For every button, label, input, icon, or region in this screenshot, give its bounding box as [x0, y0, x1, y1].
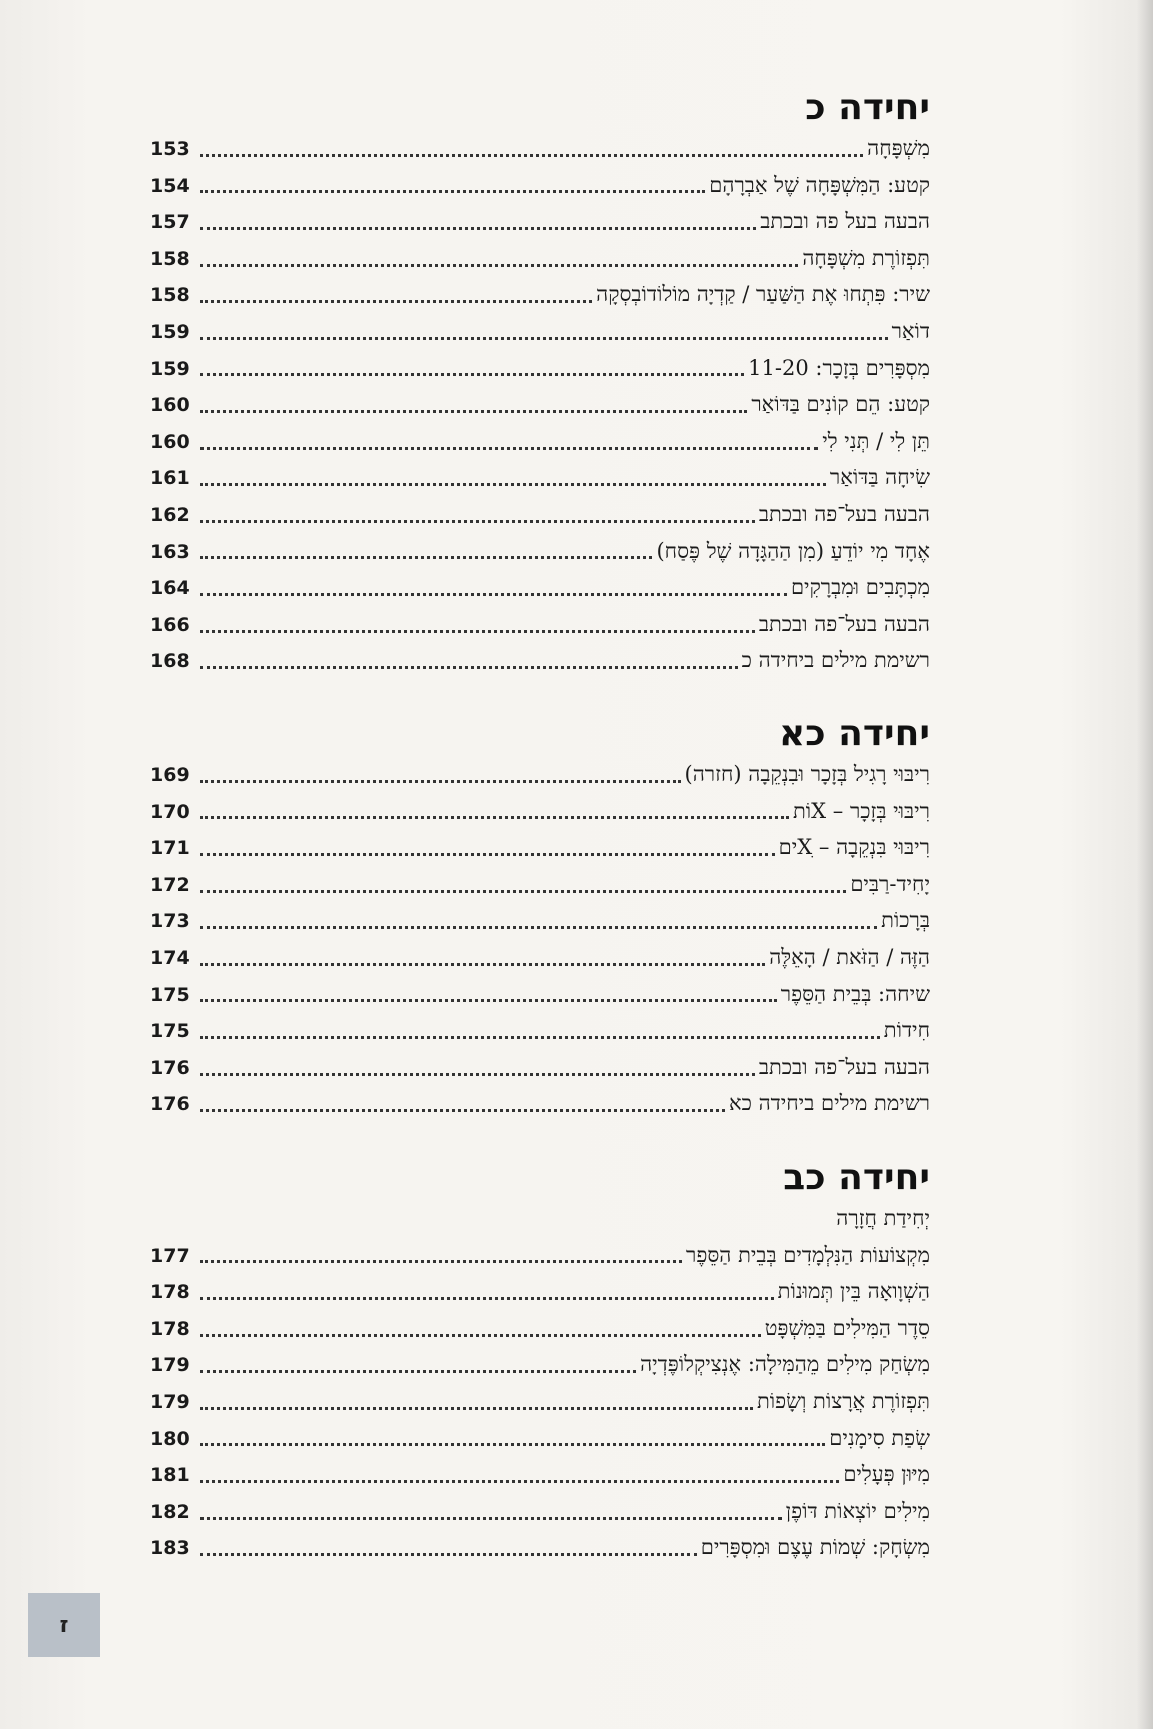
dot-leader — [200, 373, 744, 376]
toc-entry-title: שִׂיחָה בַּדּוֹאַר — [829, 465, 930, 490]
toc-entry-title: קטע: הֵם קוֹנִים בַּדּוֹאַר — [751, 392, 930, 417]
dot-leader — [200, 1443, 825, 1446]
toc-entry-title: מִשְׁפָּחָה — [867, 136, 930, 160]
section-heading: יחידה כ — [805, 87, 930, 128]
toc-entry — [150, 459, 930, 496]
toc-page-number: 179 — [150, 1390, 190, 1413]
toc-page-number: 175 — [150, 983, 190, 1006]
dot-leader — [200, 816, 789, 819]
toc-page-number: 163 — [150, 540, 190, 563]
dot-leader — [200, 853, 775, 856]
toc-entry-title: הבעה בעל־פה ובכתב — [758, 501, 930, 526]
toc-entry-title: יְחִידַת חֲזָרָה — [836, 1206, 930, 1230]
dot-leader — [200, 264, 798, 267]
toc-page-number: 164 — [150, 577, 190, 600]
toc-entry-title: מִכְתָּבִים וּמִבְרָקִים — [790, 575, 930, 600]
toc-entry — [150, 276, 930, 313]
toc-entry — [150, 386, 930, 423]
toc-entry-title: מִשְׂחַק מִילִים מֵהַמִּילָה: אֶנְצִיקְלוֹפֶּדְיָה — [640, 1352, 930, 1377]
toc-entry-title: שיר: פִּתְחוּ אֶת הַשַּׁעַר / קַדְיָה מוֹלוֹדוֹבְסְקָה — [596, 282, 930, 307]
dot-leader — [200, 963, 765, 966]
toc-entry — [150, 1529, 930, 1566]
dot-leader — [200, 1073, 755, 1076]
dot-leader — [200, 154, 863, 157]
dot-leader — [200, 1260, 682, 1263]
toc-entry — [150, 569, 930, 606]
toc-page-number: 159 — [150, 320, 190, 343]
toc-entry — [150, 1085, 930, 1122]
toc-entry-title: הבעה בעל פה ובכתב — [760, 209, 930, 234]
toc-entry — [150, 606, 930, 643]
toc-entry-title: תִּפְזוֹרֶת מִשְׁפָּחָה — [802, 245, 930, 270]
toc-entry-title: תִּפְזוֹרֶת אֲרָצוֹת וְשָׂפוֹת — [756, 1388, 930, 1413]
toc-entry-title: שיחה: בְּבֵית הַסֵּפֶר — [780, 981, 930, 1006]
toc-page-number: 161 — [150, 467, 190, 490]
toc-entry-title: מִילִים יוֹצְאוֹת דּוֹפֶן — [785, 1498, 930, 1523]
section-heading: יחידה כא — [779, 713, 930, 754]
toc-page-number: 180 — [150, 1427, 190, 1450]
toc-entry-title: מִיּוּן פְּעָלִים — [843, 1462, 930, 1487]
toc-page-number: 168 — [150, 650, 190, 673]
dot-leader — [200, 593, 787, 596]
toc-page-number: 176 — [150, 1056, 190, 1079]
dot-leader — [200, 666, 738, 669]
toc-entry-title: רשימת מילים ביחידה כ — [741, 648, 930, 673]
toc-entry-title: רִיבּוּי בִּנְקֵבָה – Xִים — [778, 835, 930, 860]
toc-entry — [150, 1420, 930, 1457]
dot-leader — [200, 1480, 839, 1483]
dot-leader — [200, 337, 888, 340]
toc-entry — [150, 1493, 930, 1530]
toc-entry — [150, 350, 930, 387]
toc-page-number: 154 — [150, 174, 190, 197]
dot-leader — [200, 520, 755, 523]
toc-entry-title: מִשְׂחָק: שְׁמוֹת עֶצֶם וּמִסְפָּרִים — [700, 1535, 930, 1560]
toc-entry-title: הבעה בעל־פה ובכתב — [758, 1054, 930, 1079]
toc-entry-title: רשימת מילים ביחידה כא — [729, 1091, 930, 1116]
dot-leader — [200, 227, 756, 230]
toc-page-number: 183 — [150, 1537, 190, 1560]
dot-leader — [200, 556, 652, 559]
dot-leader — [200, 1517, 782, 1520]
toc-entry — [150, 1237, 930, 1274]
toc-entry — [150, 793, 930, 830]
toc-page-number: 178 — [150, 1317, 190, 1340]
toc-page-number: 153 — [150, 138, 190, 160]
toc-page-number: 157 — [150, 211, 190, 234]
dot-leader — [200, 190, 705, 193]
toc-entry — [150, 1012, 930, 1049]
toc-entry-title: קטע: הַמִּשְׁפָּחָה שֶׁל אַבְרָהָם — [709, 172, 930, 197]
toc-entry — [150, 203, 930, 240]
toc-entry-title: יָחִיד-רַבִּים — [850, 871, 930, 896]
toc-entry-title: רִיבּוּי בְּזָכָר – Xוֹת — [792, 798, 930, 823]
toc-entry — [150, 1310, 930, 1347]
toc-entry — [150, 1049, 930, 1086]
toc-page-number: 177 — [150, 1244, 190, 1267]
toc-entry-title: מִסְפָּרִים בְּזָכָר: 11-20 — [748, 355, 930, 380]
dot-leader — [200, 630, 755, 633]
toc-entry — [150, 866, 930, 903]
toc-entry-title: חִידוֹת — [883, 1018, 930, 1043]
toc-entry — [150, 902, 930, 939]
toc-entry — [150, 1346, 930, 1383]
toc-entry — [150, 756, 930, 793]
toc-entry-title: בְּרָכוֹת — [881, 908, 930, 933]
dot-leader — [200, 1334, 761, 1337]
page-number: ז — [59, 1612, 69, 1638]
toc-page-number: 172 — [150, 873, 190, 896]
toc-page-number: 166 — [150, 613, 190, 636]
page-edge-shadow — [1137, 0, 1153, 1729]
dot-leader — [200, 483, 826, 486]
dot-leader — [200, 410, 747, 413]
section-heading: יחידה כב — [783, 1157, 930, 1198]
toc-section-unit-21 — [150, 712, 930, 1122]
toc-entry-title: דוֹאַר — [891, 318, 930, 343]
toc-entry — [150, 1200, 930, 1237]
toc-entry-title: סֵדֶר הַמִּילִים בַּמִּשְׁפָּט — [764, 1315, 930, 1340]
dot-leader — [200, 1297, 774, 1300]
toc-entry-title: מִקְצוֹעוֹת הַנִּלְמָדִים בְּבֵית הַסֵּפֶר — [686, 1242, 930, 1267]
toc-page-number: 160 — [150, 394, 190, 417]
toc-section-unit-20 — [150, 86, 930, 679]
dot-leader — [200, 780, 681, 783]
toc-entry-title: אֶחָד מִי יוֹדֵעַ (מִן הַהַגָּדָה שֶׁל פֶּסַח) — [656, 538, 930, 563]
toc-entry — [150, 313, 930, 350]
toc-entry-title: הַזֶּה / הַזֹּאת / הָאֵלֶּה — [769, 944, 930, 969]
toc-entry — [150, 976, 930, 1013]
toc-page-number: 181 — [150, 1464, 190, 1487]
page-number-box — [28, 1593, 100, 1657]
toc-page-number: 170 — [150, 800, 190, 823]
toc-entry-title: שְׂפַת סִימָנִים — [829, 1425, 930, 1450]
toc-page-number: 182 — [150, 1500, 190, 1523]
toc-page-number: 176 — [150, 1093, 190, 1116]
toc-entry — [150, 423, 930, 460]
dot-leader — [200, 1036, 880, 1039]
dot-leader — [200, 999, 777, 1002]
toc-page-number: 179 — [150, 1354, 190, 1377]
toc-entry — [150, 240, 930, 277]
toc-entry — [150, 1456, 930, 1493]
toc-page-number: 162 — [150, 503, 190, 526]
toc-page-number: 175 — [150, 1020, 190, 1043]
toc-page-number: 158 — [150, 247, 190, 270]
toc-entry — [150, 496, 930, 533]
dot-leader — [200, 1109, 725, 1112]
toc-section-unit-22 — [150, 1156, 930, 1566]
dot-leader — [200, 300, 592, 303]
dot-leader — [200, 1553, 697, 1556]
toc-entry-title: הבעה בעל־פה ובכתב — [758, 611, 930, 636]
toc-entry — [150, 642, 930, 679]
toc-entry-title: רִיבּוּי רָגִיל בְּזָכָר וּבִנְקֵבָה (חזרה) — [684, 762, 930, 786]
toc-entry — [150, 829, 930, 866]
toc-page-number: 159 — [150, 357, 190, 380]
dot-leader — [200, 447, 818, 450]
dot-leader — [200, 926, 877, 929]
toc-page-number: 169 — [150, 764, 190, 786]
toc-page-number: 171 — [150, 837, 190, 860]
dot-leader — [200, 1370, 636, 1373]
toc-entry — [150, 130, 930, 167]
toc-entry — [150, 1273, 930, 1310]
toc-entry-title: תֵּן לִי / תְּנִי לִי — [822, 428, 930, 453]
toc-page-number: 173 — [150, 910, 190, 933]
toc-entry — [150, 533, 930, 570]
dot-leader — [200, 1407, 753, 1410]
toc-entry — [150, 939, 930, 976]
toc-entry — [150, 1383, 930, 1420]
toc-entry — [150, 167, 930, 204]
toc-entry-title: הַשְׁוָואָה בֵּין תְּמוּנוֹת — [777, 1279, 930, 1304]
toc-page-number: 174 — [150, 946, 190, 969]
toc-page-number: 160 — [150, 430, 190, 453]
toc-page-number: 158 — [150, 284, 190, 307]
toc-page-number: 178 — [150, 1281, 190, 1304]
dot-leader — [200, 890, 846, 893]
